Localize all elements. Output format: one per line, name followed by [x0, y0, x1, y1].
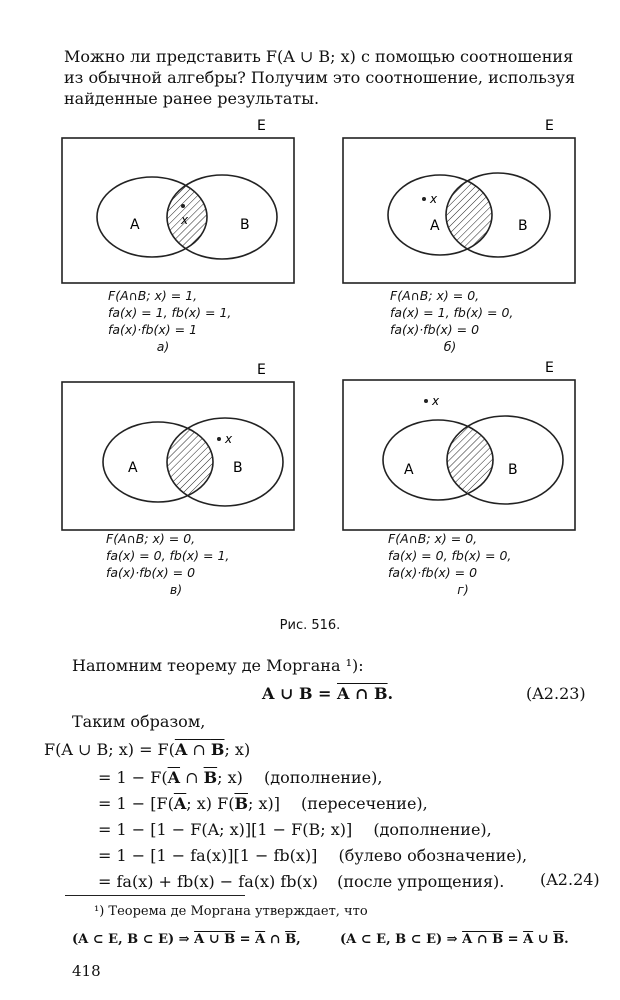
point-label: x [225, 432, 233, 446]
caption-line: F(A∩B; x) = 0, [390, 288, 480, 303]
derivation-step [98, 820, 492, 839]
step-note: (дополнение), [263, 768, 383, 787]
fn-b: $\overline{B}$ [285, 932, 297, 947]
intro-line: из обычной алгебры? Получим это соотношение, используя [64, 68, 576, 87]
equation-number: (A2.23) [526, 684, 586, 703]
universe-label: E [545, 360, 554, 376]
footnote-text: ¹) Теорема де Моргана утверждает, что [94, 904, 368, 919]
footnote-formula-left [72, 932, 301, 947]
caption-line: fa(x) = 1, fb(x) = 0, [390, 305, 514, 320]
step-pre: = 1 − [1 − fa(x)][1 − fb(x)] [98, 846, 318, 865]
demorgan-formula [262, 684, 393, 703]
panel-caption-b [390, 287, 513, 355]
panel-caption-d [388, 530, 538, 598]
universe-label: E [545, 118, 554, 134]
caption-line: fa(x) = 0, fb(x) = 1, [106, 548, 230, 563]
deriv-lhs: F(A ∪ B; x) = F( [44, 740, 175, 759]
step-pre: = 1 − [F( [98, 794, 174, 813]
fn-op: ∪ [533, 932, 554, 947]
step-note: (после упрощения). [337, 872, 505, 891]
set-b-label: B [508, 462, 518, 478]
panel-caption-c [106, 530, 246, 598]
step-pre: = 1 − F( [98, 768, 168, 787]
venn-panel-b [343, 118, 575, 283]
deriv-a: A [174, 740, 188, 759]
point-label: x [181, 213, 189, 227]
fn-cond: (A ⊂ E, B ⊂ E) ⇒ [340, 932, 463, 947]
fn-eq: = [503, 932, 524, 947]
panel-caption-a [108, 287, 231, 355]
venn-panel-d [343, 360, 575, 530]
set-a-label: A [128, 460, 138, 476]
venn-panel-c [62, 362, 294, 530]
point-x [181, 204, 185, 208]
universe-label: E [257, 362, 266, 378]
intro-line: Можно ли представить F(A ∪ B; x) с помощью соотношения [64, 47, 574, 66]
step-b: $\overline{B}$ [234, 794, 248, 813]
point-label: x [430, 192, 438, 206]
caption-line: F(A∩B; x) = 0, [106, 531, 196, 546]
thus-line: Таким образом, [72, 712, 206, 731]
step-note: (пересечение), [301, 794, 428, 813]
derivation-step [98, 794, 428, 813]
formula-tail: . [387, 684, 394, 703]
fn-end: . [564, 932, 569, 947]
set-a-label: A [130, 217, 140, 233]
caption-sub: г) [457, 582, 469, 597]
caption-line: F(A∩B; x) = 0, [388, 531, 478, 546]
step-note: (булево обозначение), [338, 846, 528, 865]
step-pre: = 1 − [1 − F(A; x)][1 − F(B; x)] [98, 820, 353, 839]
caption-line: fa(x) = 1, fb(x) = 1, [108, 305, 232, 320]
step-a: $\overline{A}$ [173, 794, 187, 813]
fn-lhs: A ∩ B [462, 932, 504, 947]
formula-b: B [374, 684, 388, 703]
fn-a: $\overline{A}$ [523, 932, 534, 947]
step-post: ; x)] [247, 794, 280, 813]
derivation-first [44, 740, 250, 759]
point-label: x [432, 394, 440, 408]
derivation-step [98, 846, 527, 865]
step-pre: = fa(x) + fb(x) − fa(x) fb(x) [98, 872, 319, 891]
set-b-label: B [233, 460, 243, 476]
point-x [422, 197, 426, 201]
universe-label: E [257, 118, 266, 134]
fn-cond: (A ⊂ E, B ⊂ E) ⇒ [72, 932, 195, 947]
equation-number: (A2.24) [540, 870, 600, 889]
formula-cap: ∩ [349, 684, 374, 703]
set-b-label: B [518, 218, 528, 234]
step-note: (дополнение), [373, 820, 492, 839]
set-b-label: B [240, 217, 250, 233]
figure-caption: Рис. 516. [279, 618, 341, 633]
derivation-step [98, 872, 504, 891]
set-a-label: A [404, 462, 414, 478]
fn-end: , [296, 932, 301, 947]
footnote-rule [65, 895, 245, 896]
caption-line: fa(x)·fb(x) = 0 [106, 565, 196, 580]
caption-sub: б) [443, 339, 457, 354]
deriv-tail: ; x) [224, 740, 251, 759]
recall-line: Напомним теорему де Моргана ¹): [72, 656, 364, 675]
step-mid: ; x) F( [186, 794, 235, 813]
intro-line: найденные ранее результаты. [64, 89, 320, 108]
page-number: 418 [72, 962, 101, 980]
step-b: $\overline{B}$ [203, 768, 218, 787]
set-a-label: A [430, 218, 440, 234]
venn-panel-a [62, 118, 294, 283]
formula-a: A [337, 684, 350, 703]
fn-eq: = [235, 932, 256, 947]
step-mid: ∩ [180, 768, 204, 787]
footnote-formula-right [340, 932, 569, 947]
step-a: $\overline{A}$ [167, 768, 181, 787]
derivation-step [98, 768, 382, 787]
caption-line: F(A∩B; x) = 1, [108, 288, 198, 303]
fn-a: $\overline{A}$ [255, 932, 266, 947]
caption-sub: в) [169, 582, 183, 597]
step-post: ; x) [217, 768, 243, 787]
fn-op: ∩ [265, 932, 286, 947]
caption-line: fa(x)·fb(x) = 1 [108, 322, 198, 337]
point-x [217, 437, 221, 441]
intro-paragraph [64, 46, 604, 109]
caption-line: fa(x)·fb(x) = 0 [390, 322, 480, 337]
fn-b: $\overline{B}$ [553, 932, 565, 947]
point-x [424, 399, 428, 403]
deriv-cap: ∩ [187, 740, 211, 759]
caption-line: fa(x) = 0, fb(x) = 0, [388, 548, 512, 563]
deriv-b: B [210, 740, 225, 759]
formula-lhs: A ∪ B = [262, 684, 338, 703]
fn-lhs: A ∪ B [194, 932, 236, 947]
caption-line: fa(x)·fb(x) = 0 [388, 565, 478, 580]
caption-sub: а) [156, 339, 170, 354]
